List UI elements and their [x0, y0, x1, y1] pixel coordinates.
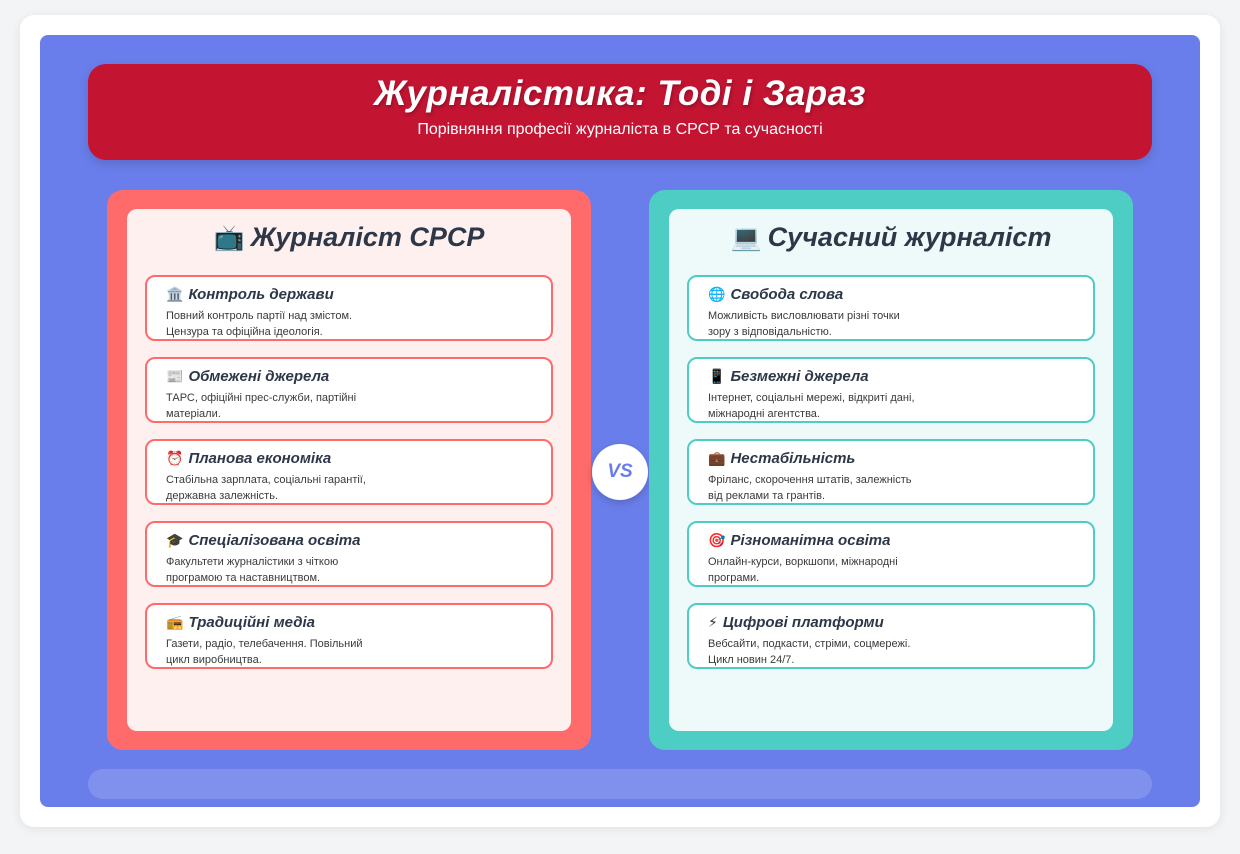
feature-card	[145, 521, 553, 587]
feature-card	[687, 357, 1095, 423]
briefcase-icon: 💼	[708, 450, 726, 466]
feature-title: Традиційні медіа	[188, 614, 315, 631]
feature-title: Обмежені джерела	[188, 368, 330, 385]
feature-title: Контроль держави	[188, 286, 334, 303]
feature-description: Онлайн-курси, воркшопи, міжнародні програми.	[708, 556, 898, 584]
radio-icon: 📻	[166, 614, 184, 630]
feature-description: Газети, радіо, телебачення. Повільний цикл виробництва.	[166, 638, 363, 666]
ussr-column-title	[127, 219, 571, 255]
mobile-phone-icon: 📱	[708, 368, 726, 384]
graduation-cap-icon: 🎓	[166, 532, 184, 548]
ussr-column-title-text: Журналіст СРСР	[250, 222, 485, 252]
feature-description: Інтернет, соціальні мережі, відкриті дані, міжнародні агентства.	[708, 392, 915, 420]
ussr-journalist-column	[107, 190, 591, 750]
feature-title: Спеціалізована освіта	[188, 532, 361, 549]
versus-badge: VS	[592, 444, 648, 500]
feature-card	[145, 275, 553, 341]
feature-card	[687, 275, 1095, 341]
globe-icon: 🌐	[708, 286, 726, 302]
modern-column-title	[669, 219, 1113, 255]
feature-title: Різноманітна освіта	[730, 532, 891, 549]
feature-card	[145, 603, 553, 669]
feature-description: Фріланс, скорочення штатів, залежність від реклами та грантів.	[708, 474, 912, 502]
feature-description: Факультети журналістики з чіткою програмою та наставництвом.	[166, 556, 339, 584]
laptop-icon: 💻	[730, 224, 762, 252]
target-icon: 🎯	[708, 532, 726, 548]
ussr-column-panel	[127, 209, 571, 731]
feature-description: ТАРС, офіційні прес-служби, партійні матеріали.	[166, 392, 357, 420]
feature-description: Стабільна зарплата, соціальні гарантії, державна залежність.	[166, 474, 366, 502]
feature-title: Нестабільність	[730, 450, 856, 467]
newspaper-icon: 📰	[166, 368, 184, 384]
alarm-clock-icon: ⏰	[166, 450, 184, 466]
modern-column-title-text: Сучасний журналіст	[767, 222, 1052, 252]
modern-column-panel	[669, 209, 1113, 731]
lightning-icon: ⚡	[708, 614, 718, 630]
page-subtitle: Порівняння професії журналіста в СРСР та сучасності	[417, 121, 823, 138]
feature-card	[687, 439, 1095, 505]
footer-bar	[88, 769, 1152, 799]
feature-card	[687, 603, 1095, 669]
feature-card	[687, 521, 1095, 587]
feature-description: Вебсайти, подкасти, стріми, соцмережі. Цикл новин 24/7.	[708, 638, 911, 666]
modern-journalist-column	[649, 190, 1133, 750]
ussr-feature-list	[145, 275, 553, 685]
feature-card	[145, 439, 553, 505]
government-building-icon: 🏛️	[166, 286, 184, 302]
feature-description: Можливість висловлювати різні точки зору з відповідальністю.	[708, 310, 900, 338]
feature-description: Повний контроль партії над змістом. Цензура та офіційна ідеологія.	[166, 310, 353, 338]
feature-title: Цифрові платформи	[722, 614, 884, 631]
feature-card	[145, 357, 553, 423]
header-banner	[88, 64, 1152, 160]
feature-title: Безмежні джерела	[730, 368, 869, 385]
modern-feature-list	[687, 275, 1095, 685]
feature-title: Свобода слова	[730, 286, 844, 303]
feature-title: Планова економіка	[188, 450, 332, 467]
page-title: Журналістика: Тоді і Зараз	[374, 74, 866, 113]
television-icon: 📺	[213, 224, 245, 252]
